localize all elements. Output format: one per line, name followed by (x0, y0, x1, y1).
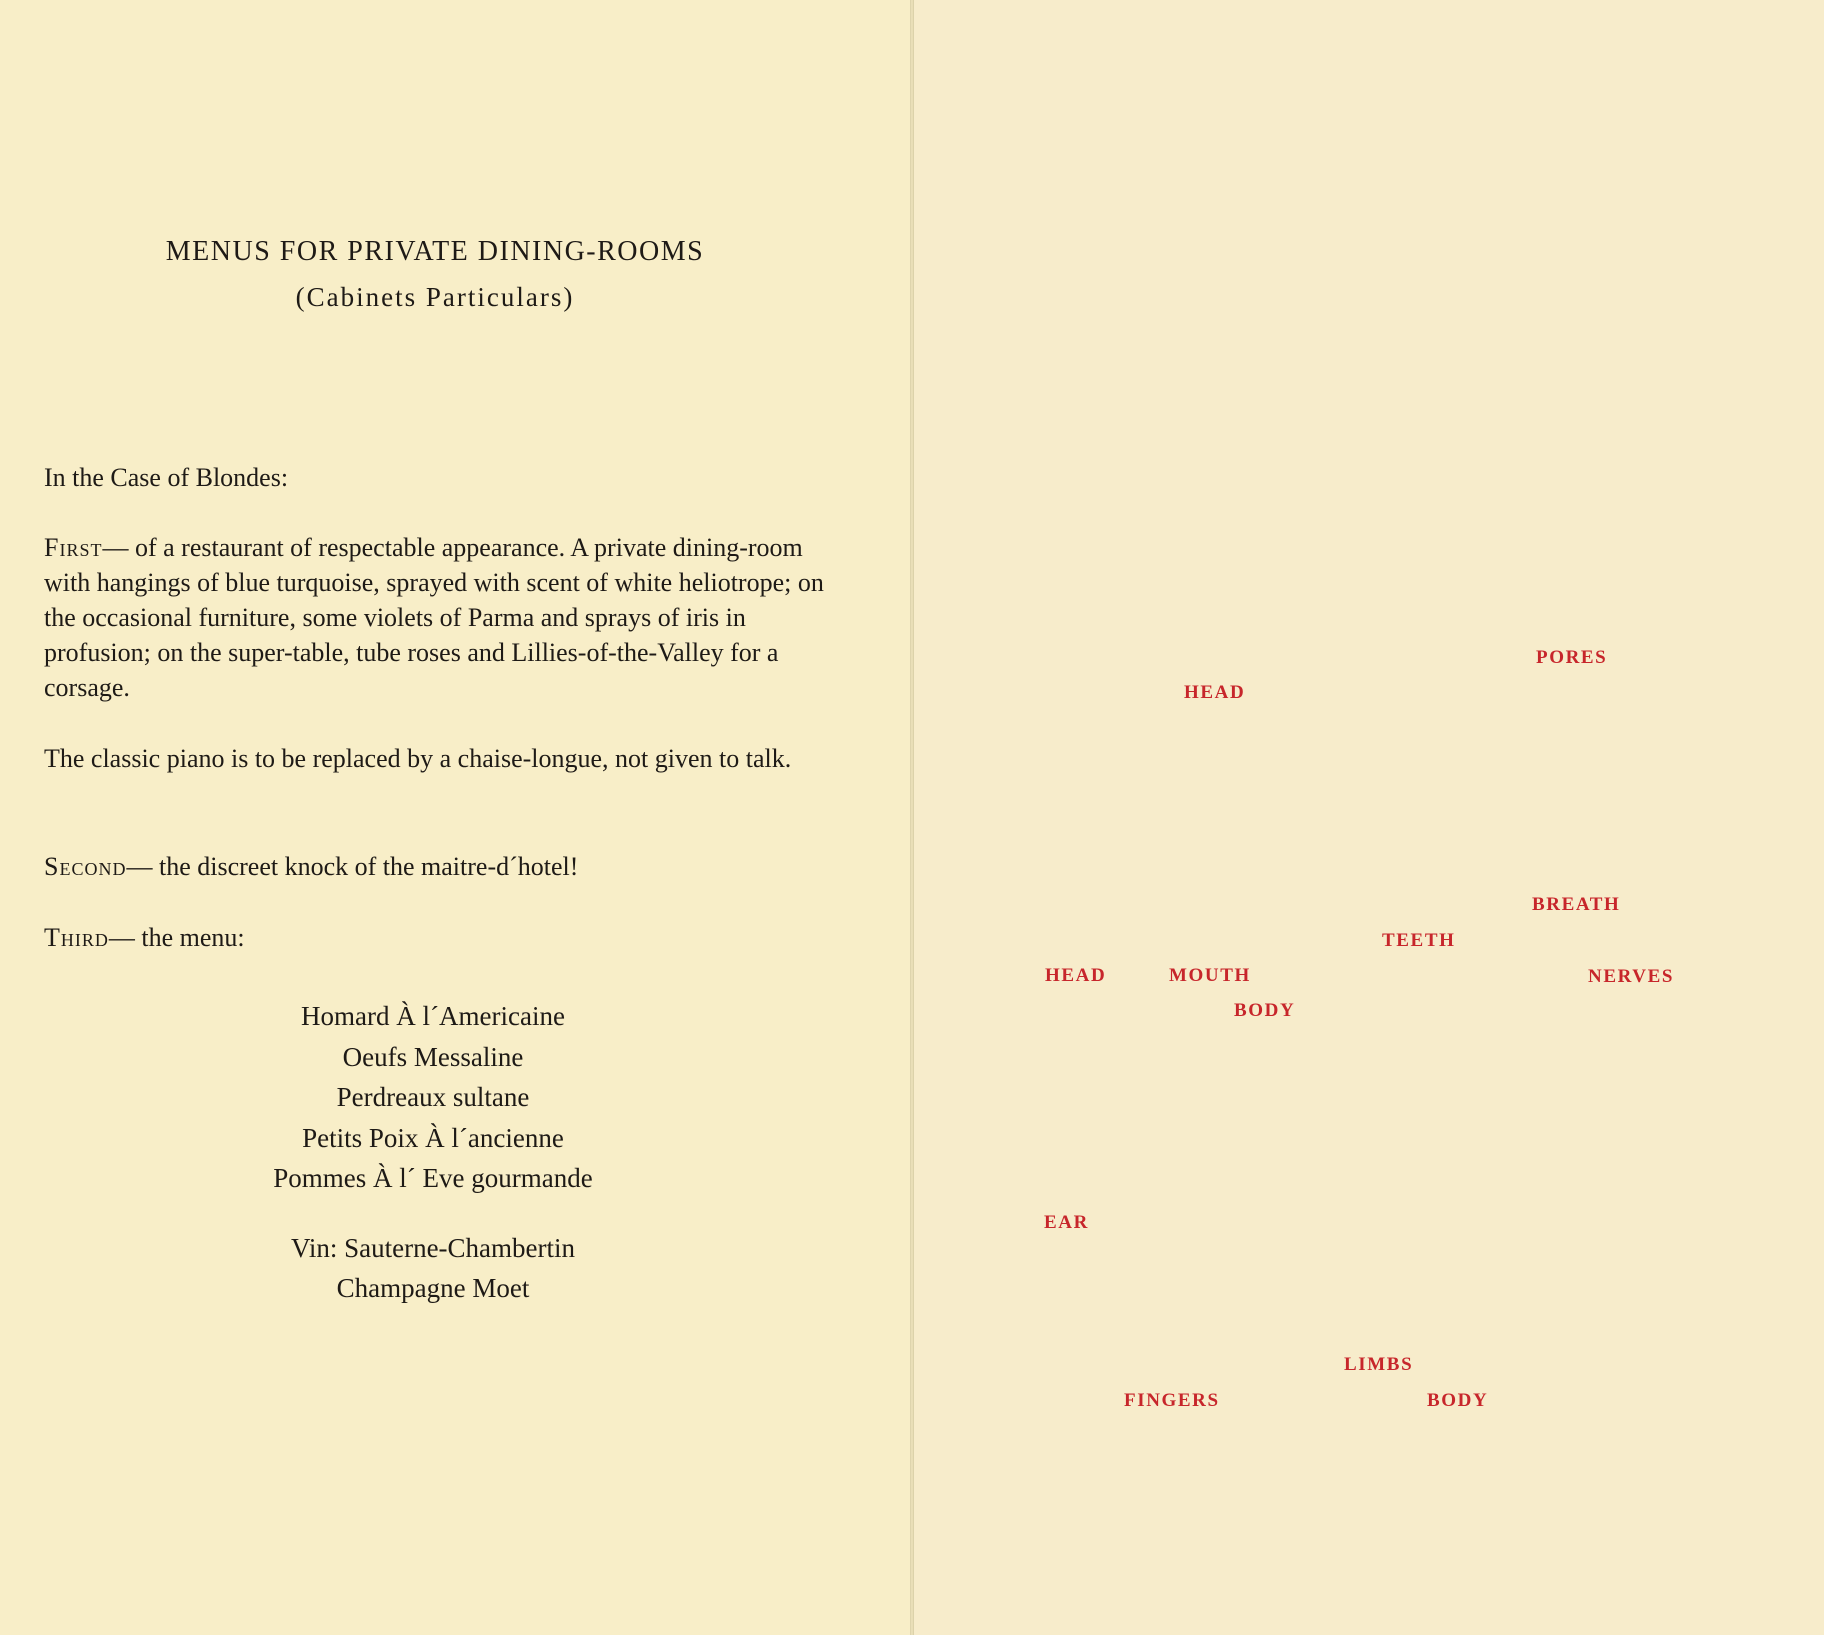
word-mouth: MOUTH (1169, 965, 1251, 986)
left-page (0, 0, 910, 1635)
menu-item: Perdreaux sultane (336, 1082, 530, 1112)
third-paragraph (44, 920, 844, 955)
wine-item: Champagne Moet (336, 1273, 530, 1303)
second-text: — the discreet knock of the maitre-d´hotel! (126, 852, 579, 881)
word-breath: BREATH (1532, 894, 1621, 915)
intro-paragraph (44, 460, 844, 495)
word-teeth: TEETH (1382, 930, 1456, 951)
page-subtitle: (Cabinets Particulars) (295, 282, 575, 312)
word-body: BODY (1427, 1390, 1489, 1411)
second-paragraph (44, 849, 844, 884)
first-label: First (44, 533, 103, 562)
piano-paragraph (44, 741, 844, 776)
menu-item: Pommes À l´ Eve gourmande (273, 1163, 593, 1193)
menu-item: Homard À l´Americaine (301, 1001, 565, 1031)
second-label: Second (44, 852, 127, 881)
first-paragraph (44, 530, 844, 705)
third-label: Third (44, 923, 109, 952)
page-title: MENUS FOR PRIVATE DINING-ROOMS (165, 236, 705, 267)
menu-item: Oeufs Messaline (342, 1041, 524, 1072)
word-nerves: NERVES (1588, 966, 1675, 987)
word-fingers: FINGERS (1124, 1390, 1220, 1411)
menu-item: Petits Poix À l´ancienne (302, 1122, 564, 1153)
first-text: — of a restaurant of respectable appearance. A private dining-room with hangings of blue turquoise, sprayed with scent of white heliotrope; on the occasional furniture, some violets of Parma and sprays of iris in profusion; on the super-table, tube roses and Lillies-of-the-Valley for a corsage. (44, 533, 824, 702)
menu-list (0, 996, 866, 1309)
word-head: HEAD (1184, 682, 1246, 703)
word-head: HEAD (1045, 965, 1107, 986)
word-pores: PORES (1536, 647, 1608, 668)
wine-list (0, 1228, 866, 1309)
right-page (914, 0, 1824, 1635)
intro-text: In the Case of Blondes: (44, 463, 289, 492)
third-text: — the menu: (108, 923, 245, 952)
word-limbs: LIMBS (1344, 1354, 1414, 1375)
word-ear: EAR (1044, 1212, 1089, 1233)
piano-text: The classic piano is to be replaced by a chaise-longue, not given to talk. (44, 744, 792, 773)
word-body: BODY (1234, 1000, 1296, 1021)
wine-item: Vin: Sauterne-Chambertin (290, 1232, 576, 1263)
